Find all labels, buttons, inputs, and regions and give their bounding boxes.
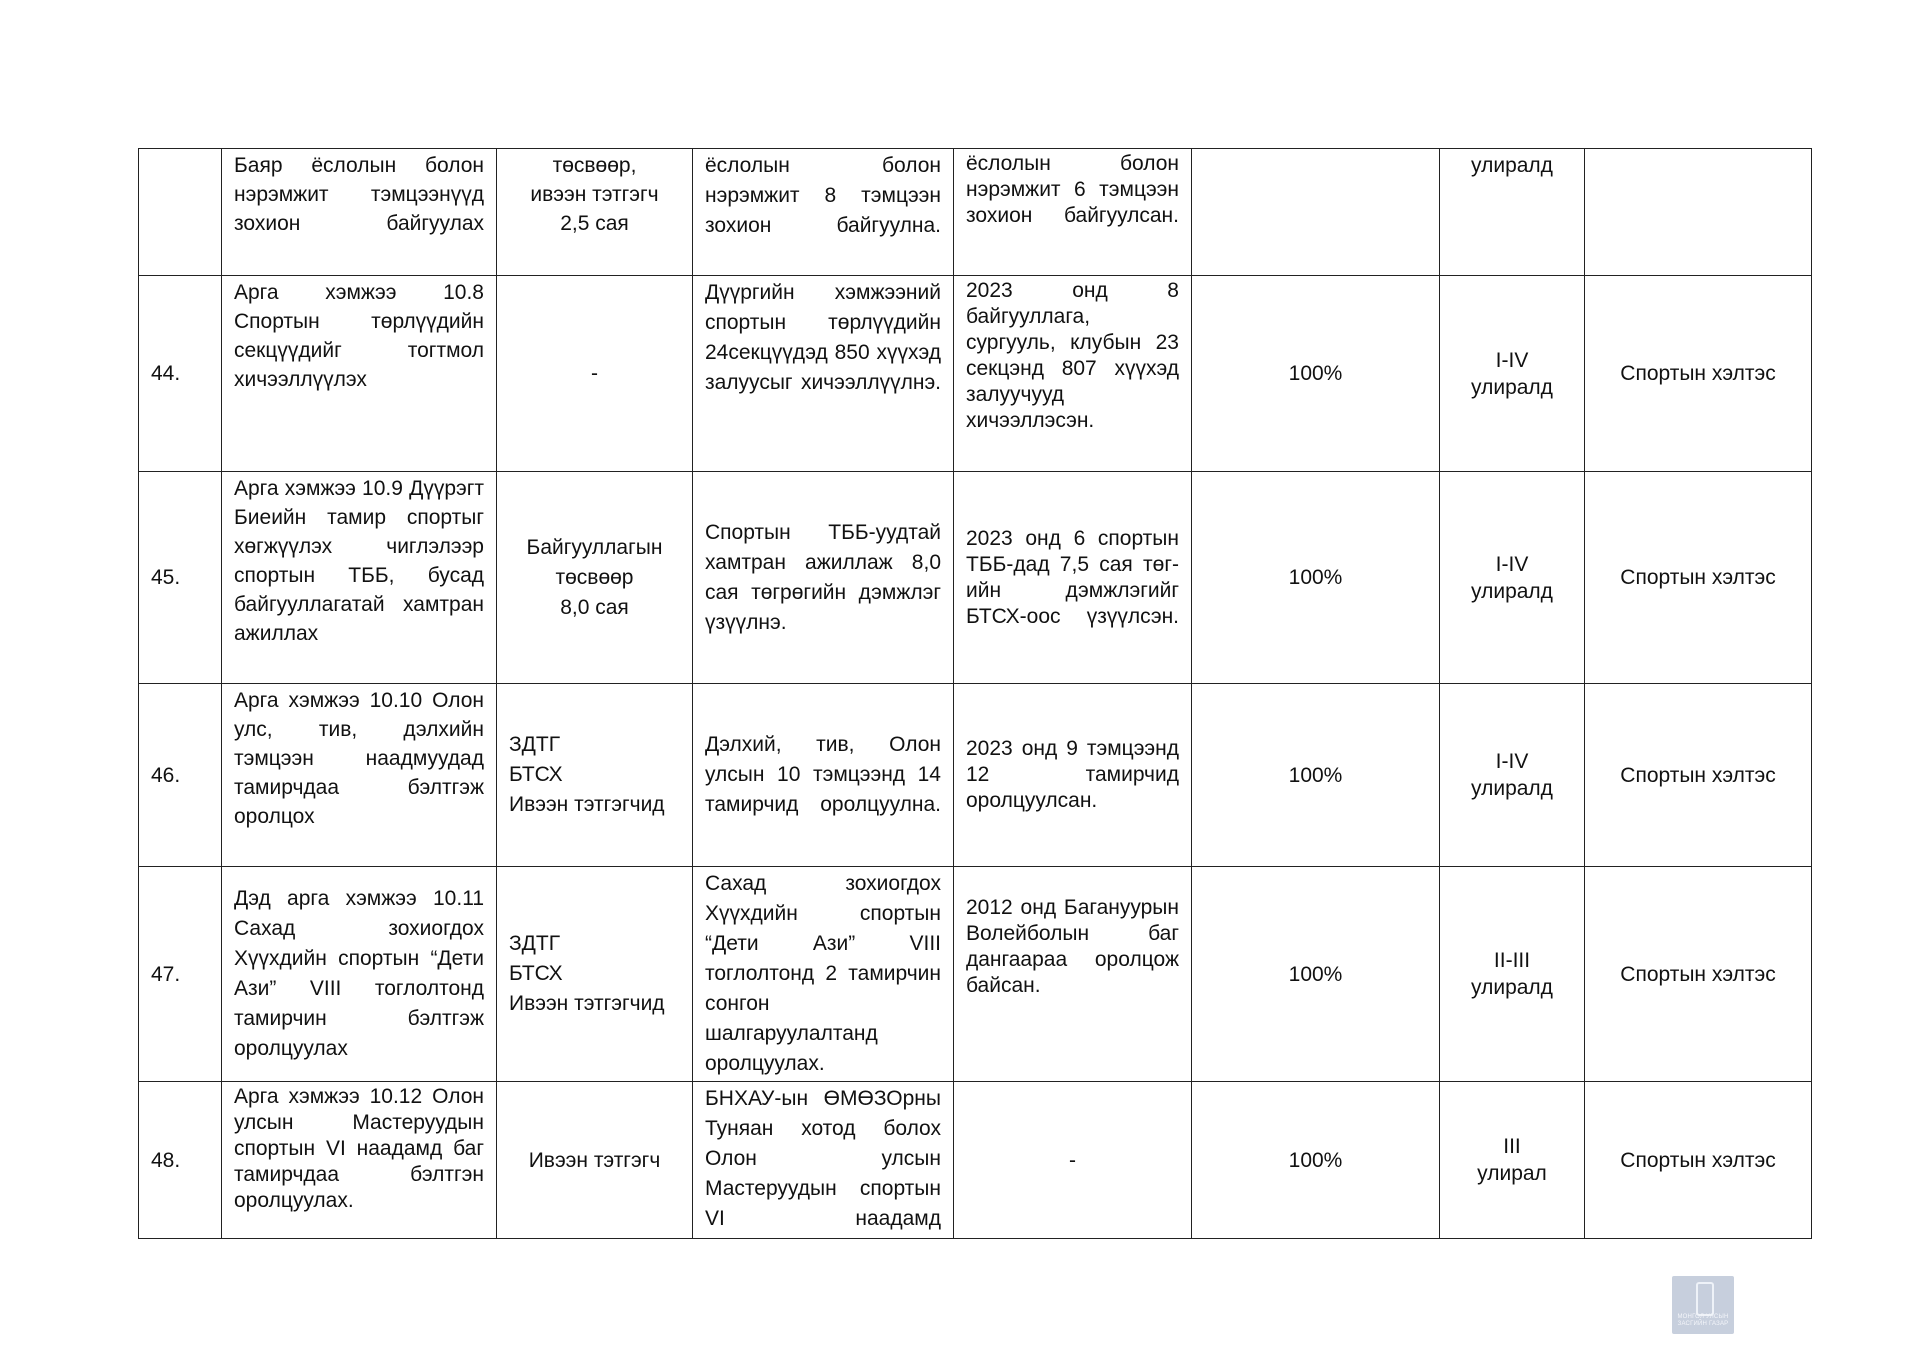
plan-cell: Дүүргийн хэмжээний спортын төрлүүдийн 24секцүүдэд 850 хүүхэд залуусыг хичээллүүлнэ. <box>693 276 954 472</box>
period-cell: III улирал <box>1440 1082 1585 1239</box>
responsible-cell: Спортын хэлтэс <box>1585 276 1812 472</box>
government-emblem <box>1672 1276 1734 1334</box>
soyombo-emblem-icon <box>1696 1282 1714 1316</box>
period-cell: I-IV улиралд <box>1440 684 1585 867</box>
responsible-cell: Спортын хэлтэс <box>1585 684 1812 867</box>
table-row <box>139 149 1812 276</box>
row-number: 45. <box>139 472 222 684</box>
result-cell: - <box>954 1082 1192 1239</box>
funding-cell: төсвөөр, ивээн тэтгэгч 2,5 сая <box>497 149 693 276</box>
action-cell: Арга хэмжээ 10.12 Олон улсын Мастеруудын спортын VI наадамд баг тамирчдаа бэлтгэн оролцуулах. <box>222 1082 497 1239</box>
plan-cell: ёслолын болон нэрэмжит 8 тэмцээн зохион байгуулна. <box>693 149 954 276</box>
row-number: 48. <box>139 1082 222 1239</box>
result-cell: ёслолын болон нэрэмжит 6 тэмцээн зохион байгуулсан. <box>954 149 1192 276</box>
table-row <box>139 1082 1812 1239</box>
plan-cell: БНХАУ-ын ӨМӨЗОрны Туняан хотод болох Олон улсын Мастеруудын спортын VI наадамд <box>693 1082 954 1239</box>
percent-cell <box>1192 149 1440 276</box>
funding-cell: ЗДТГ БТСХ Ивээн тэтгэгчид <box>497 867 693 1082</box>
table-row <box>139 276 1812 472</box>
plan-cell: Спортын ТББ-уудтай хамтран ажиллаж 8,0 сая төгрөгийн дэмжлэг үзүүлнэ. <box>693 472 954 684</box>
period-cell: II-III улиралд <box>1440 867 1585 1082</box>
result-cell: 2012 онд Багануурын Волейболын баг дангаараа оролцож байсан. <box>954 867 1192 1082</box>
table-row <box>139 472 1812 684</box>
action-cell: Арга хэмжээ 10.9 Дүүрэгт Биеийн тамир спортыг хөгжүүлэх чиглэлээр спортын ТББ, бусад байгууллагатай хамтран ажиллах <box>222 472 497 684</box>
percent-cell: 100% <box>1192 1082 1440 1239</box>
responsible-cell: Спортын хэлтэс <box>1585 1082 1812 1239</box>
percent-cell: 100% <box>1192 684 1440 867</box>
responsible-cell: Спортын хэлтэс <box>1585 867 1812 1082</box>
funding-cell: Ивээн тэтгэгч <box>497 1082 693 1239</box>
row-number: 44. <box>139 276 222 472</box>
period-cell: улиралд <box>1440 149 1585 276</box>
action-cell: Арга хэмжээ 10.10 Олон улс, тив, дэлхийн тэмцээн наадмуудад тамирчдаа бэлтгэж оролцох <box>222 684 497 867</box>
action-plan-table <box>138 148 1812 1239</box>
period-cell: I-IV улиралд <box>1440 472 1585 684</box>
emblem-caption: МОНГОЛ УЛСЫН ЗАСГИЙН ГАЗАР <box>1677 1314 1729 1327</box>
table-row <box>139 684 1812 867</box>
funding-cell: - <box>497 276 693 472</box>
responsible-cell: Спортын хэлтэс <box>1585 472 1812 684</box>
funding-cell: Байгууллагын төсвөөр 8,0 сая <box>497 472 693 684</box>
result-cell: 2023 онд 9 тэмцээнд 12 тамирчид оролцуулсан. <box>954 684 1192 867</box>
result-cell: 2023 онд 6 спортын ТББ-дад 7,5 сая төг-ийн дэмжлэгийг БТСХ-оос үзүүлсэн. <box>954 472 1192 684</box>
action-cell: Дэд арга хэмжээ 10.11 Сахад зохиогдох Хүүхдийн спортын “Дети Ази” VIII тоглолтонд тамирчин бэлтгэж оролцуулах <box>222 867 497 1082</box>
responsible-cell <box>1585 149 1812 276</box>
percent-cell: 100% <box>1192 867 1440 1082</box>
action-cell: Арга хэмжээ 10.8 Спортын төрлүүдийн секцүүдийг тогтмол хичээллүүлэх <box>222 276 497 472</box>
table-row <box>139 867 1812 1082</box>
row-number <box>139 149 222 276</box>
period-cell: I-IV улиралд <box>1440 276 1585 472</box>
plan-cell: Дэлхий, тив, Олон улсын 10 тэмцээнд 14 тамирчид оролцуулна. <box>693 684 954 867</box>
row-number: 47. <box>139 867 222 1082</box>
percent-cell: 100% <box>1192 276 1440 472</box>
result-cell: 2023 онд 8 байгууллага, сургууль, клубын 23 секцэнд 807 хүүхэд залуучууд хичээллэсэн. <box>954 276 1192 472</box>
funding-cell: ЗДТГ БТСХ Ивээн тэтгэгчид <box>497 684 693 867</box>
action-cell: Баяр ёслолын болон нэрэмжит тэмцээнүүд зохион байгуулах <box>222 149 497 276</box>
row-number: 46. <box>139 684 222 867</box>
percent-cell: 100% <box>1192 472 1440 684</box>
plan-cell: Сахад зохиогдох Хүүхдийн спортын “Дети Ази” VIII тоглолтонд 2 тамирчин сонгон шалгаруулалтанд оролцуулах. <box>693 867 954 1082</box>
